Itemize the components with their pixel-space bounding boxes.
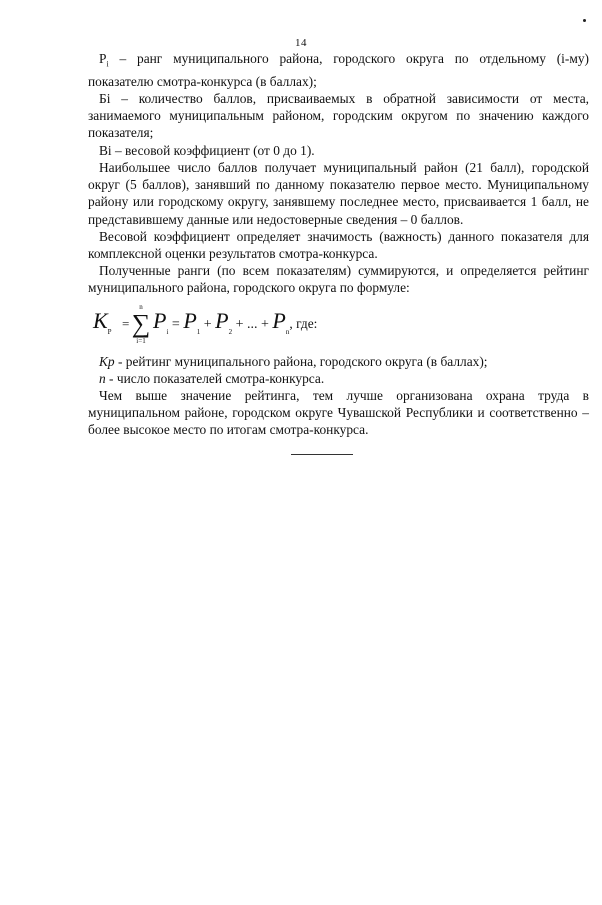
var-p: P (99, 51, 107, 66)
term-n: n (99, 370, 106, 386)
definition-n (88, 370, 589, 387)
var-p-sub: i (106, 59, 109, 69)
term-kr: Кр (99, 353, 115, 369)
document-body (88, 50, 589, 439)
definition-pi (88, 50, 589, 90)
conclusion: Чем выше значение рейтинга, тем лучше организована охрана труда в муниципальном районе, городском округе Чувашской Республики и соответственно – более высокое место по итогам смотра-конкурса. (88, 387, 589, 438)
definition-n-text: - число показателей смотра-конкурса. (105, 370, 325, 386)
definition-kr-text: - рейтинг муниципального района, городского округа (в баллах); (114, 353, 488, 369)
formula-rhs: $P_i = P_1 + P_2$ + ... + $P_n$, где: (153, 307, 318, 336)
sum-upper-limit: n (139, 302, 143, 311)
definition-kr (88, 353, 589, 370)
scoring-rules: Наибольшее число баллов получает муниципальный район (21 балл), городской округ (5 баллов), занявший по данному показателю первое место. Муниципальному району или городскому округу, занявшему последнее место, присваивается 1 балл, не представившему данные или недостоверные сведения – 0 баллов. (88, 159, 589, 227)
formula-sum (131, 303, 151, 345)
formula-lhs: $К_Р$ (93, 307, 112, 336)
formula-intro: Полученные ранги (по всем показателям) суммируются, и определяется рейтинг муниципального района, городского округа по формуле: (88, 263, 589, 296)
definition-bi: Бi – количество баллов, присваиваемых в обратной зависимости от места, занимаемого муниципальным районом, городским округом по значению каждого показателя; (88, 91, 589, 141)
page-number: 14 (295, 37, 307, 49)
sigma-symbol: ∑ (131, 308, 151, 338)
corner-mark (583, 19, 586, 22)
end-divider (291, 454, 353, 455)
definition-vi: Вi – весовой коэффициент (от 0 до 1). (99, 142, 315, 158)
formula-equals: = (122, 315, 130, 331)
weight-explanation: Весовой коэффициент определяет значимость (важность) данного показателя для комплексной оценки результатов смотра-конкурса. (88, 228, 589, 261)
definition-pi-text: – ранг муниципального района, городского округа по отдельному (i-му) показателю смотра-конкурса (в баллах); (88, 51, 589, 89)
sum-lower-limit: i=1 (136, 336, 146, 345)
rating-formula (88, 301, 589, 347)
